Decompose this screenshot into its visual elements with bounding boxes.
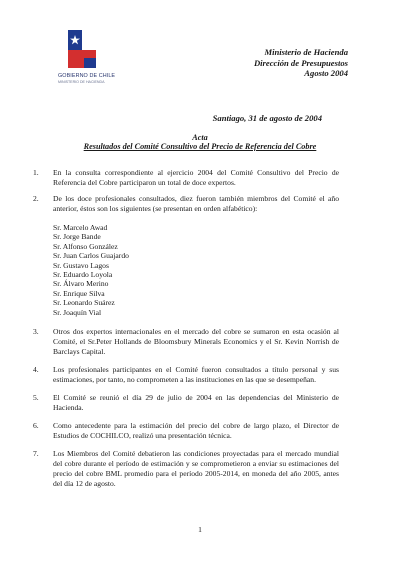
- chile-flag-icon: [68, 30, 96, 68]
- item-number: 7.: [33, 449, 39, 459]
- item-number: 2.: [33, 194, 39, 203]
- member-name: Sr. Jorge Bande: [53, 232, 101, 242]
- member-name: Sr. Marcelo Awad: [53, 223, 108, 232]
- member-name: Sr. Leonardo Suárez: [53, 298, 115, 308]
- government-logo: [58, 28, 116, 92]
- item-text: Otros dos expertos internacionales en el mercado del cobre se sumaron en esta ocasión al Comité, el Sr.Peter Hollands de Bloomsbury Minerals Economics y el Sr. Kevin Norrish de Barclays Capital.: [53, 327, 339, 357]
- member-name: Sr. Joaquín Vial: [53, 307, 102, 317]
- department-name: Dirección de Presupuestos: [253, 57, 348, 68]
- member-name: Sr. Gustavo Lagos: [53, 260, 109, 270]
- member-name: Sr. Alfonso González: [53, 241, 118, 251]
- member-list: [53, 223, 339, 317]
- list-item: [33, 327, 339, 357]
- member-name: Sr. Eduardo Loyola: [53, 270, 113, 280]
- item-text: De los doce profesionales consultados, diez fueron también miembros del Comité el año anterior, éstos son los siguientes (se presentan en orden alfabético):: [53, 194, 339, 213]
- item-text: Como antecedente para la estimación del precio del cobre de largo plazo, el Director de Estudios de COCHILCO, realizó una presentación técnica.: [53, 421, 339, 441]
- item-text: El Comité se reunió el día 29 de julio de 2004 en las dependencias del Ministerio de Hacienda.: [53, 393, 339, 413]
- item-number: 5.: [33, 393, 39, 403]
- numbered-list: [33, 168, 339, 489]
- item-number: 4.: [33, 365, 39, 375]
- list-item: [33, 194, 339, 317]
- item-number: 1.: [33, 168, 39, 177]
- list-item: [33, 365, 339, 385]
- page-number: 1: [198, 525, 202, 534]
- item-number: 6.: [33, 421, 39, 431]
- member-name: Sr. Juan Carlos Guajardo: [53, 251, 129, 261]
- logo-text-government: GOBIERNO DE CHILE: [58, 73, 116, 79]
- item-text: En la consulta correspondiente al ejercicio 2004 del Comité Consultivo del Precio de Referencia del Cobre participaron un total de doce expertos.: [53, 168, 339, 187]
- dateline: Santiago, 31 de agosto de 2004: [212, 113, 322, 123]
- list-item: [33, 393, 339, 413]
- document-header: [254, 47, 348, 79]
- list-item: [33, 421, 339, 441]
- logo-text-ministry: MINISTERIO DE HACIENDA: [58, 80, 105, 84]
- ministry-name: Ministerio de Hacienda: [264, 47, 348, 57]
- member-name: Sr. Álvaro Merino: [53, 279, 109, 289]
- list-item: [33, 449, 339, 489]
- member-name: Sr. Enrique Silva: [53, 288, 105, 298]
- acta-title: Resultados del Comité Consultivo del Precio de Referencia del Cobre: [83, 142, 317, 151]
- item-number: 3.: [33, 327, 39, 337]
- item-text: Los profesionales participantes en el Comité fueron consultados a título personal y sus estimaciones, por tanto, no comprometen a las instituciones en las que se desempeñan.: [53, 365, 339, 385]
- item-text: Los Miembros del Comité debatieron las condiciones proyectadas para el mercado mundial del cobre durante el período de estimación y se comprometieron a enviar su estimaciones del precio del cobre BML promedio para el período 2005-2014, en moneda del año 2005, antes del día 12 de agosto.: [53, 449, 339, 489]
- acta-label: Acta: [192, 133, 208, 142]
- list-item: [33, 168, 339, 188]
- header-date: Agosto 2004: [304, 68, 348, 78]
